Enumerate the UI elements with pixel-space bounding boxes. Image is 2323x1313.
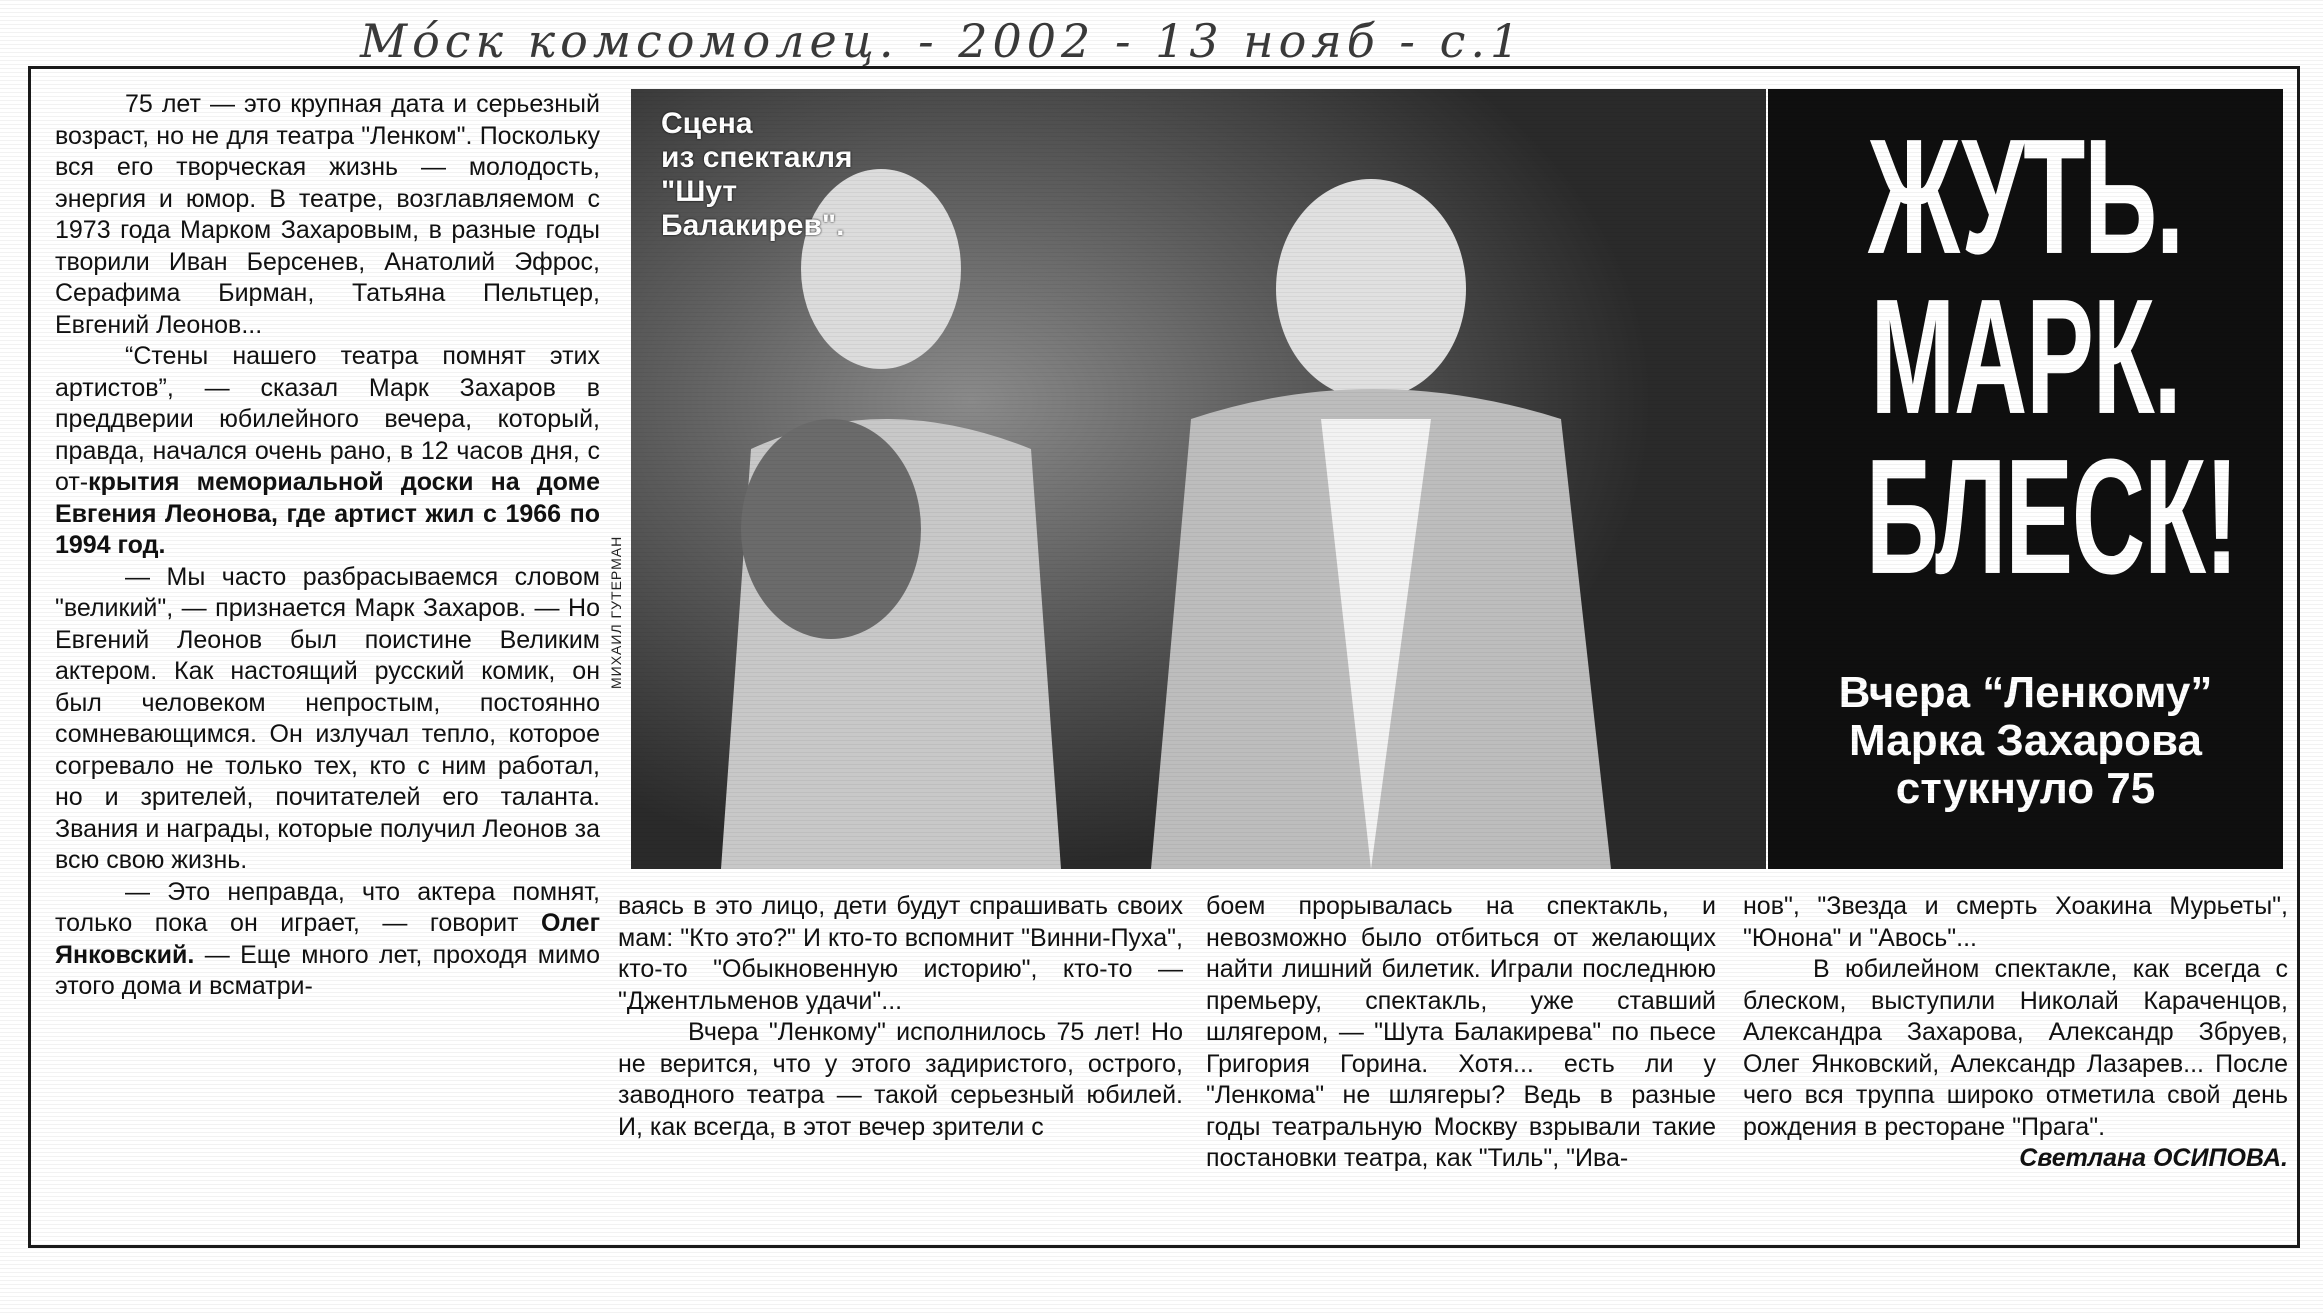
headline-line: МАРК. — [1870, 265, 2181, 448]
paragraph: нов", "Звезда и смерть Хоакина Мурьеты", "Юнона" и "Авось"... — [1743, 892, 2288, 952]
photo-credit: МИХАИЛ ГУТЕРМАН — [608, 535, 624, 689]
paragraph-text: — Это неправда, что актера помнят, только пока он играет, — говорит — [55, 877, 600, 937]
headline-line: БЛЕСК! — [1865, 425, 2238, 608]
headline-line: ЖУТЬ. — [1868, 105, 2183, 288]
headline — [1865, 105, 2238, 608]
paragraph-bold-text: крытия мемориальной доски на доме Евгения Леонова, где артист жил с 1966 по 1994 год. — [55, 468, 600, 559]
paragraph: В юбилейном спектакле, как всегда с блеском, выступили Николай Караченцов, Александра Захарова, Александр Збруев, Олег Янковский, Александр Лазарев... После чего вся труппа широко отметила свой день рождения в ресторане "Прага". — [1743, 955, 2288, 1141]
paragraph — [55, 341, 600, 562]
photo-caption-line: Сцена — [661, 107, 753, 140]
article-column-1 — [55, 89, 600, 1003]
photo-caption-line: "Шут — [661, 175, 738, 208]
author-signature: Светлана ОСИПОВА. — [2019, 1144, 2288, 1172]
photo-caption — [661, 107, 853, 243]
headline-box — [1768, 89, 2283, 869]
subheadline — [1768, 669, 2283, 813]
paragraph-text: — Еще много лет, проходя мимо этого дома и всматри- — [55, 940, 600, 1000]
subheadline-line: Марка Захарова — [1849, 716, 2202, 765]
article-column-4 — [1743, 891, 2288, 1175]
paragraph: ваясь в это лицо, дети будут спрашивать своих мам: "Кто это?" И кто-то вспомнит "Винни-Пуха", кто-то "Обыкновенную историю", кто-то — "Джентльменов удачи"... — [618, 892, 1183, 1015]
photo-caption-line: Балакирев". — [661, 209, 845, 242]
subheadline-line: Вчера “Ленкому” — [1838, 668, 2213, 717]
paragraph: — Мы часто разбрасываемся словом "великий", — признается Марк Захаров. — Но Евгений Леонов был поистине Великим актером. Как настоящий русский комик, он был человеком непростым, постоянно сомневающимся. Он излучал тепло, которое согревало не только тех, кто с ним работал, но и зрителей, почитателей его таланта. Звания и награды, которые получил Леонов за всю свою жизнь. — [55, 562, 600, 874]
paragraph — [55, 877, 600, 1003]
article-column-3 — [1206, 891, 1716, 1175]
paragraph-text: “Стены нашего театра помнят этих артистов”, — сказал Марк Захаров в преддверии юбилейного вечера, который, правда, начался очень рано, в 12 часов дня, с от- — [55, 342, 600, 496]
photo-caption-line: из спектакля — [661, 141, 853, 174]
paragraph: Вчера "Ленкому" исполнилось 75 лет! Но не верится, что у этого задиристого, острого, заводного театра — такой серьезный юбилей. И, как всегда, в этот вечер зрители с — [618, 1018, 1183, 1141]
article-column-2 — [618, 891, 1183, 1143]
stage-photo — [631, 89, 1766, 869]
quoted-name: Олег Янковский. — [55, 909, 600, 969]
paragraph: боем прорывалась на спектакль, и невозможно было отбиться от желающих найти лишний билетик. Играли последнюю премьеру, спектакль, уже ставший шлягером, — "Шута Балакирева" по пьесе Григория Горина. Хотя... есть ли у "Ленкома" не шлягеры? Ведь в разные годы театральную Москву взрывали такие постановки театра, как "Тиль", "Ива- — [1206, 892, 1716, 1172]
paragraph: 75 лет — это крупная дата и серьезный возраст, но не для театра "Ленком". Поскольку вся его творческая жизнь — молодость, энергия и юмор. В театре, возглавляемом с 1973 года Марком Захаровым, в разные годы творили Иван Берсенев, Анатолий Эфрос, Серафима Бирман, Татьяна Пельтцер, Евгений Леонов... — [55, 90, 600, 339]
newspaper-clipping — [28, 66, 2300, 1248]
handwritten-source-note: Мóск комсомолец. - 2002 - 13 нояб - с.1 — [360, 14, 1525, 68]
subheadline-line: стукнуло 75 — [1895, 764, 2156, 813]
